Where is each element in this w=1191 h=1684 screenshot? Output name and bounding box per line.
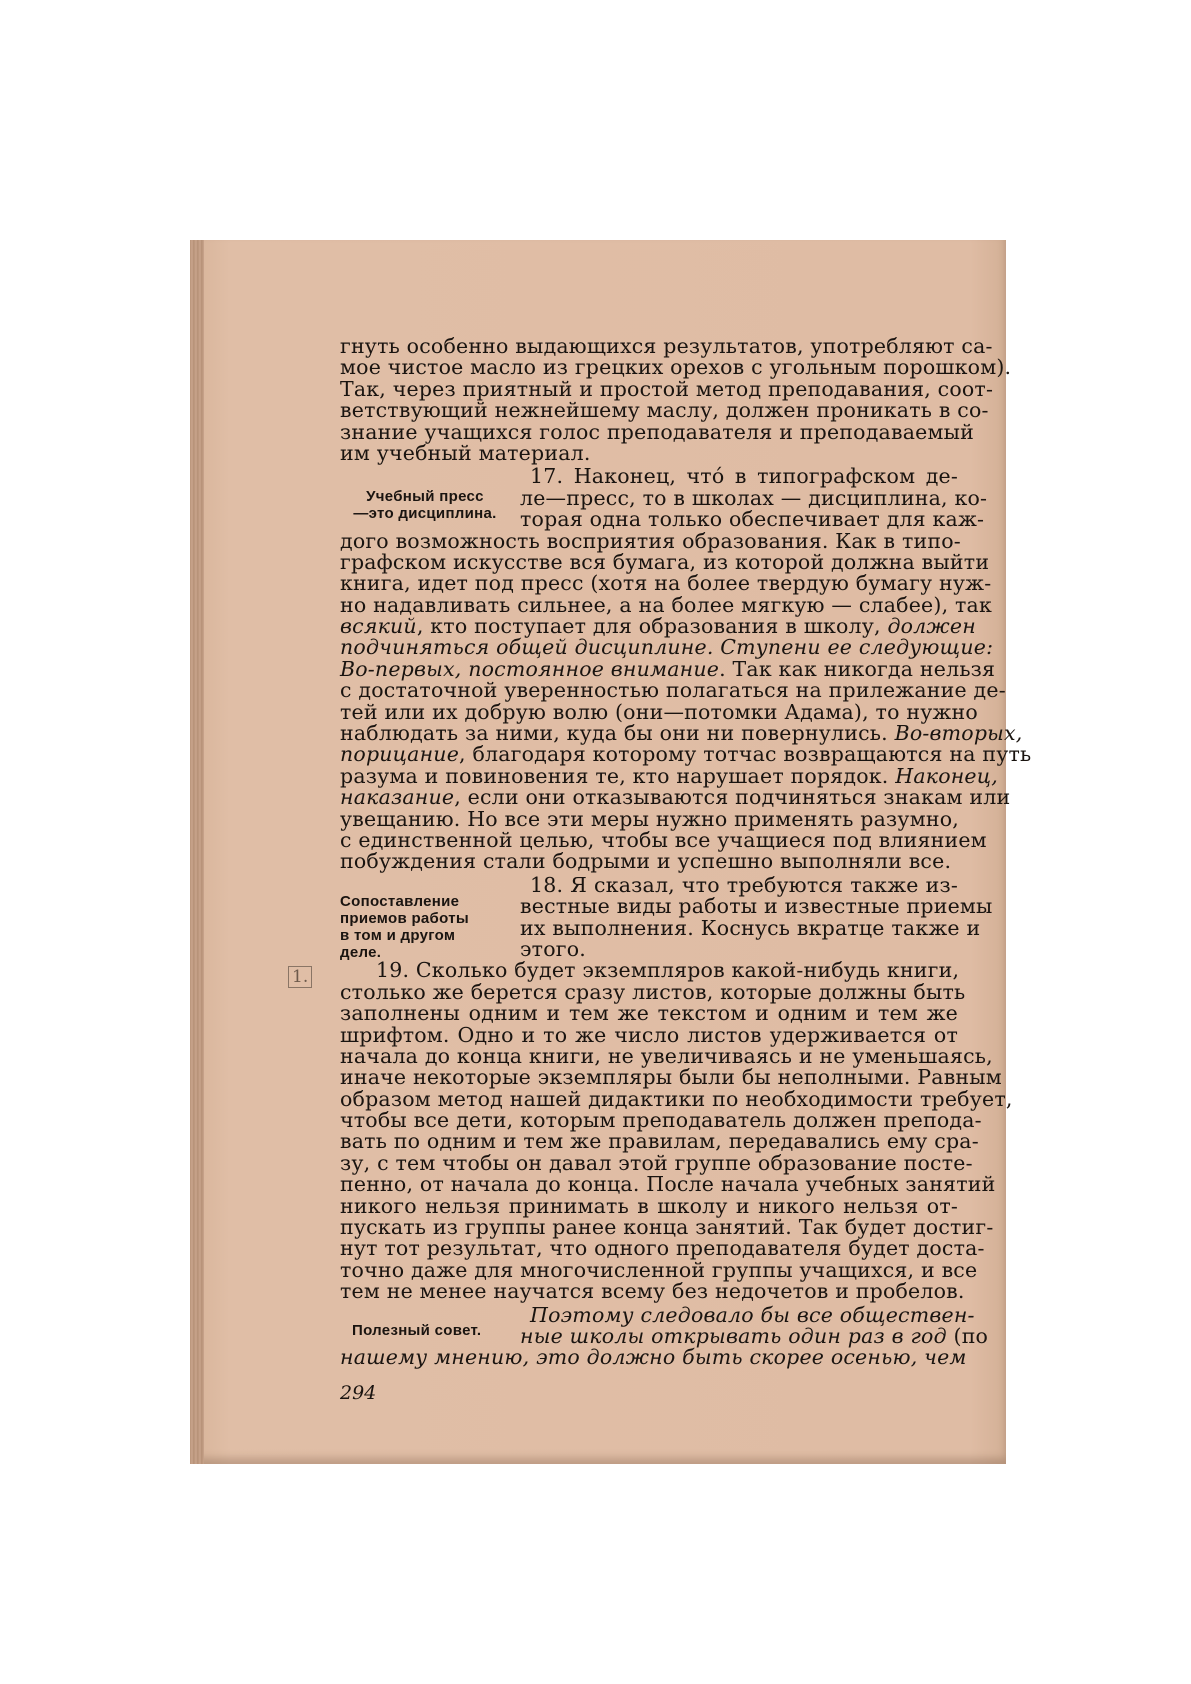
text-line: заполнены одним и тем же текстом и одним и тем же xyxy=(340,1001,958,1026)
italic-text: порицание xyxy=(340,742,460,767)
text-line: чтобы все дети, которым преподаватель должен препода- xyxy=(340,1108,982,1133)
text-line: им учебный материал. xyxy=(340,440,591,465)
text-line: побуждения стали бодрыми и успешно выполняли все. xyxy=(340,849,952,874)
margin-note-line: —это дисциплина. xyxy=(353,505,497,522)
italic-text: подчиняться общей дисциплине. Ступени ее следующие: xyxy=(340,635,994,660)
italic-text: всякий xyxy=(340,614,417,639)
text-line: пускать из группы ранее конца занятий. Так будет достиг- xyxy=(340,1215,994,1240)
text-line: никого нельзя принимать в школу и никого нельзя от- xyxy=(340,1193,958,1218)
text-line: зу, с тем чтобы он давал этой группе образование посте- xyxy=(340,1150,973,1175)
text-line: вестные виды работы и известные приемы xyxy=(520,894,993,919)
text-line: начала до конца книги, не увеличиваясь и не уменьшаясь, xyxy=(340,1043,993,1068)
text-line: но надавливать сильнее, а на более мягкую — слабее), так xyxy=(340,592,992,617)
italic-text: Во-первых, постоянное внимание xyxy=(340,656,720,681)
text-line: вать по одним и тем же правилам, передавались ему сра- xyxy=(340,1129,979,1154)
text-line: графском искусстве вся бумага, из которой должна выйти xyxy=(340,549,990,574)
text-line xyxy=(520,1323,989,1348)
text-line xyxy=(340,785,1011,810)
text-line xyxy=(340,721,1023,746)
text-line: образом метод нашей дидактики по необходимости требует, xyxy=(340,1086,1013,1111)
text-run: наблюдать за ними, куда бы они ни повернулись. xyxy=(340,721,895,746)
text-line: 18. Я сказал, что требуются также из- xyxy=(530,872,958,897)
margin-note-comparison xyxy=(340,893,469,961)
text-run: , благодаря которому тотчас возвращаются на путь xyxy=(459,742,1032,767)
text-run: разума и повиновения те, кто нарушает порядок. xyxy=(340,763,896,788)
margin-note-press xyxy=(350,488,500,522)
text-line xyxy=(340,1345,967,1370)
text-line: тем не менее научатся всему без недочетов и пробелов. xyxy=(340,1279,965,1304)
text-line: гнуть особенно выдающихся результатов, употребляют са- xyxy=(340,334,993,358)
italic-text: Во-вторых, xyxy=(894,721,1023,746)
text-line: мое чистое масло из грецких орехов с угольным порошком). xyxy=(340,355,1012,380)
margin-note-line: деле. xyxy=(340,944,382,961)
italic-text: ные школы открывать один раз в год xyxy=(520,1323,947,1348)
text-line: точно даже для многочисленной группы учащихся, и все xyxy=(340,1257,978,1282)
text-line xyxy=(340,763,998,788)
text-line: столько же берется сразу листов, которые должны быть xyxy=(340,979,966,1004)
text-line: нут тот результат, что одного преподавателя будет доста- xyxy=(340,1236,985,1261)
italic-text: Поэтому следовало бы все обществен- xyxy=(530,1302,975,1327)
text-line: 19. Сколько будет экземпляров какой-нибудь книги, xyxy=(376,958,960,983)
italic-text: Наконец, xyxy=(895,763,998,788)
text-line: пенно, от начала до конца. После начала учебных занятий xyxy=(340,1172,996,1197)
text-line: торая одна только обеспечивает для каж- xyxy=(520,507,985,532)
margin-note-line: в том и другом xyxy=(340,927,456,944)
text-run: , кто поступает для образования в школу, xyxy=(416,614,888,639)
book-spine-edge xyxy=(190,240,204,1464)
text-line xyxy=(340,742,1032,767)
text-line xyxy=(340,614,976,639)
bracket-mark: 1. xyxy=(288,966,312,988)
text-line: шрифтом. Одно и то же число листов удерживается от xyxy=(340,1022,958,1047)
text-line: увещанию. Но все эти меры нужно применять разумно, xyxy=(340,806,959,831)
text-line: знание учащихся голос преподавателя и преподаваемый xyxy=(340,419,974,444)
text-run: . Так как никогда нельзя xyxy=(719,656,996,681)
text-line: Так, через приятный и простой метод преподавания, соот- xyxy=(340,376,994,401)
margin-note-advice xyxy=(352,1322,481,1339)
text-run: (по xyxy=(946,1323,989,1348)
text-line: дого возможность восприятия образования. Как в типо- xyxy=(340,528,961,553)
text-line: иначе некоторые экземпляры были бы неполными. Равным xyxy=(340,1065,1002,1090)
text-line: с достаточной уверенностью полагаться на прилежание де- xyxy=(340,678,1006,703)
margin-note-line: приемов работы xyxy=(340,910,469,927)
page-number: 294 xyxy=(340,1382,377,1404)
text-line: этого. xyxy=(520,936,586,961)
text-run: , если они отказываются подчиняться знакам или xyxy=(454,785,1011,810)
text-line xyxy=(340,635,994,660)
italic-text: нашему мнению, это должно быть скорее осенью, чем xyxy=(340,1345,967,1370)
text-line: их выполнения. Коснусь вкратце также и xyxy=(520,915,981,940)
text-line xyxy=(520,1302,975,1327)
text-line: книга, идет под пресс (хотя на более твердую бумагу нуж- xyxy=(340,571,992,596)
italic-text: наказание xyxy=(340,785,455,810)
text-line: ветствующий нежнейшему маслу, должен проникать в со- xyxy=(340,398,989,423)
text-line: 17. Наконец, что́ в типографском де- xyxy=(530,464,958,489)
text-line: тей или их добрую волю (они—потомки Адама), то нужно xyxy=(340,699,978,724)
margin-note-line: Сопоставление xyxy=(340,893,460,910)
text-line: ле—пресс, то в школах — дисциплина, ко- xyxy=(520,485,988,510)
margin-note-line: Учебный пресс xyxy=(366,488,484,505)
text-line xyxy=(340,656,996,681)
italic-text: должен xyxy=(887,614,976,639)
text-line: с единственной целью, чтобы все учащиеся под влиянием xyxy=(340,827,987,852)
margin-note-line: Полезный совет. xyxy=(352,1322,482,1339)
